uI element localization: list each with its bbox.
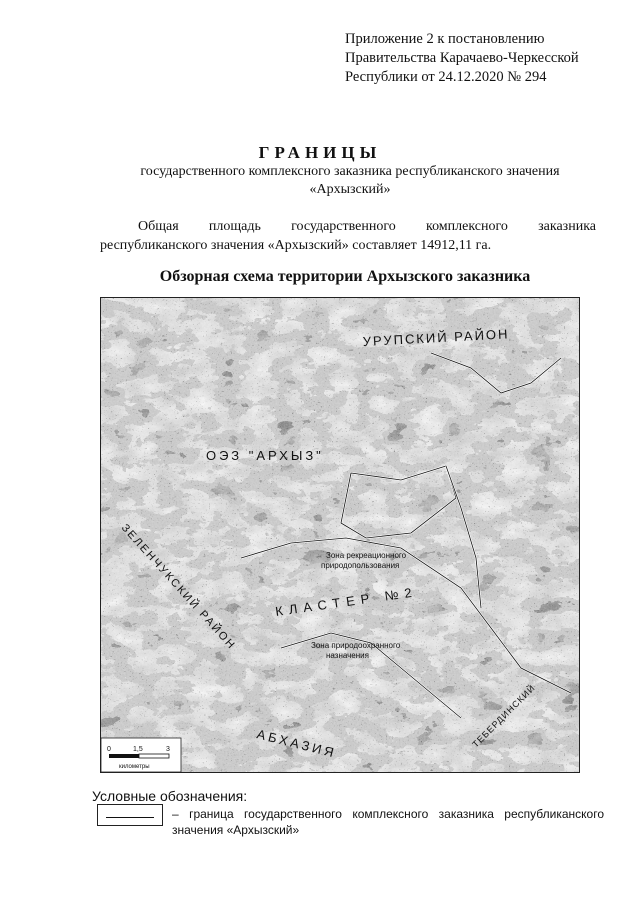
map-grain [101,298,579,772]
scale-bar [101,738,181,772]
map-image [101,298,579,772]
scale-tick-2: 3 [166,746,170,753]
subtitle-line: государственного комплексного заказника республиканского значения [140,164,560,179]
scheme-title: Обзорная схема территории Архызского заказника [159,268,531,285]
subtitle-line: «Архызский» [309,182,391,197]
scale-unit: километры [119,764,150,770]
document-subtitle [100,163,600,199]
label-protection-zone-line2: назначения [326,651,369,660]
label-recreation-zone-line2: природопользования [321,561,400,570]
scale-bar-segment-1 [109,754,139,758]
label-cluster-2: КЛАСТЕР №2 [274,584,419,619]
legend-boundary-line [106,817,154,818]
scale-bar-segment-2 [139,754,169,758]
appendix-line: Правительства Карачаево-Черкесской [345,50,579,66]
label-recreation-zone-line1: Зона рекреационного [326,551,407,560]
legend-item-text: – граница государственного комплексного заказника республиканского значения «Архызский» [172,807,604,837]
appendix-line: Приложение 2 к постановлению [345,31,545,47]
label-protection-zone-line1: Зона природоохранного [311,641,401,650]
label-urup-district: УРУПСКИЙ РАЙОН [362,326,510,349]
label-left-district: ЗЕЛЕНЧУКСКИЙ РАЙОН [118,521,238,653]
label-right-district: ТЕБЕРДИНСКИЙ [470,682,538,750]
label-abkhazia: АБХАЗИЯ [255,726,339,761]
area-paragraph: Общая площадь государственного комплексного заказника республиканского значения «Архызский» составляет 14912,11 га. [100,219,596,253]
scale-tick-1: 1,5 [133,746,143,753]
label-oez-arkhyz: ОЭЗ "АРХЫЗ" [206,448,324,463]
document-title: ГРАНИЦЫ [258,143,382,162]
appendix-header [345,30,635,87]
overview-map [100,297,580,773]
legend-title: Условные обозначения: [92,788,248,804]
legend-symbol-boundary [97,804,163,826]
appendix-line: Республики от 24.12.2020 № 294 [345,69,547,85]
scale-tick-0: 0 [107,746,111,753]
